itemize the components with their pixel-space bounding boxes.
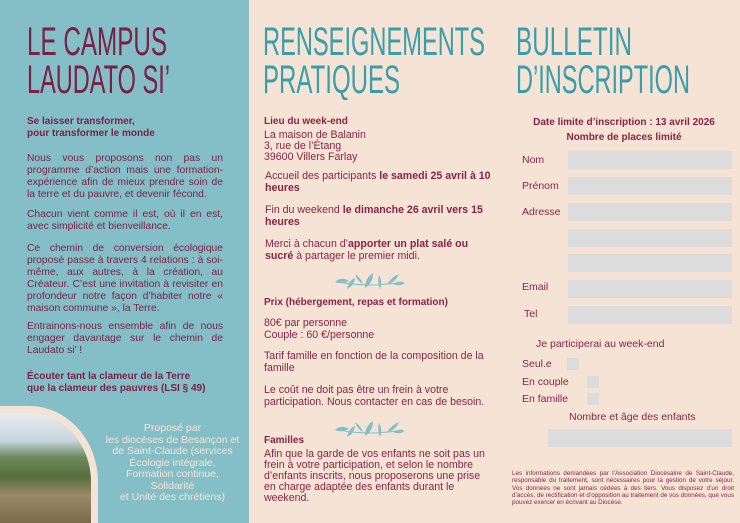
- families-heading: Familles: [264, 435, 305, 446]
- family-label: En famille: [522, 393, 569, 405]
- alone-checkbox[interactable]: [567, 358, 579, 370]
- name-label: Nom: [522, 154, 545, 166]
- path-paragraph: Ce chemin de conversion écologique proposé passe à travers 4 relations : à soi-même, aux autres, à la création, au Créateur. C’est une invitation à revisiter en profondeur notre façon d’habiter notre « maison commune », la Terre.: [27, 243, 223, 314]
- end-info: Fin du weekend le dimanche 26 avril vers 15 heures: [265, 204, 483, 228]
- address-label: Adresse: [522, 206, 561, 218]
- children-label: Nombre et âge des enfants: [569, 411, 696, 423]
- invite-paragraph: Entrainons-nous ensemble afin de nous engager davantage sur le chemin de Laudato si’ !: [27, 321, 223, 356]
- tel-label: Tel: [524, 308, 538, 320]
- participation-label: Je participerai au week-end: [536, 338, 665, 350]
- cost-note: Le coût ne doit pas être un frein à votre participation. Nous contacter en cas de besoin.: [264, 384, 485, 408]
- privacy-notice: Les informations demandées par l’Association Diocésaine de Saint-Claude, responsable du traitement, sont nécessaires pour la gestion de votre séjour. Vos données ne sont jamais cédées à des tiers. Vous disposez d’un droit d’accès, de rectification et d’opposition au traitement de vos données, que vous pouvez exercer en écrivant au Diocèse.: [512, 470, 734, 507]
- deadline-info: Date limite d’inscription : 13 avril 2026 Nombre de places limité: [533, 117, 715, 143]
- email-field[interactable]: [568, 280, 732, 298]
- price-list: 80€ par personne Couple : 60 €/personne: [264, 317, 375, 341]
- email-label: Email: [522, 281, 549, 293]
- venue-address: La maison de Balanin 3, rue de l’Étang 39600 Villers Farlay: [264, 129, 366, 163]
- families-text: Afin que la garde de vos enfants ne soit pas un frein à votre participation, et selon le nombre d’enfants inscrits, nous proposerons une prise en charge adaptée des enfants durant le weekend.: [264, 448, 485, 504]
- tel-field[interactable]: [568, 306, 732, 324]
- venue-heading: Lieu du week-end: [264, 116, 348, 127]
- children-field[interactable]: [548, 429, 732, 447]
- registration-title-line-2: D’INSCRIPTION: [516, 58, 690, 100]
- address-field-2[interactable]: [568, 229, 732, 247]
- couple-checkbox[interactable]: [587, 376, 599, 388]
- campus-title: [27, 20, 177, 100]
- info-title-line-1: RENSEIGNEMENTS: [263, 20, 485, 64]
- registration-title-line-1: BULLETIN: [516, 20, 632, 64]
- campus-title-line-1: LE CAMPUS: [27, 20, 167, 64]
- meal-info: Merci à chacun d’apporter un plat salé ou sucré à partager le premier midi.: [265, 238, 469, 262]
- family-rate: Tarif famille en fonction de la composition de la famille: [264, 350, 484, 374]
- info-title-line-2: PRATIQUES: [263, 58, 400, 100]
- address-field-1[interactable]: [568, 203, 732, 221]
- welcome-paragraph: Chacun vient comme il est, où il en est, avec simplicité et bienveillance.: [27, 209, 223, 232]
- arrival-info: Accueil des participants le samedi 25 avril à 10 heures: [265, 170, 491, 194]
- intro-paragraph: Nous vous proposons non pas un programme d’action mais une formation-expérience afin de mieux prendre soin de la terre et du pauvre, et devenir fécond.: [27, 153, 223, 200]
- registration-title: [516, 20, 696, 100]
- alone-label: Seul.e: [522, 358, 552, 370]
- firstname-field[interactable]: [568, 177, 732, 195]
- family-checkbox[interactable]: [587, 393, 599, 405]
- organizers-credit: Proposé par les diocèses de Besançon et de Saint-Claude (services Écologie intégrale, Formation continue, Solidarité et Unité des chrétiens): [105, 422, 240, 503]
- address-field-3[interactable]: [568, 254, 732, 272]
- couple-label: En couple: [522, 376, 569, 388]
- firstname-label: Prénom: [522, 180, 559, 192]
- price-heading: Prix (hébergement, repas et formation): [264, 297, 448, 308]
- campus-title-line-2: LAUDATO SI’: [27, 58, 170, 100]
- leaf-ornament-icon: [333, 270, 407, 292]
- info-title: [263, 20, 491, 100]
- quote: Écouter tant la clameur de la Terre que la clameur des pauvres (LSI § 49): [27, 371, 206, 394]
- name-field[interactable]: [568, 151, 732, 169]
- tagline: Se laisser transformer, pour transformer le monde: [27, 116, 155, 139]
